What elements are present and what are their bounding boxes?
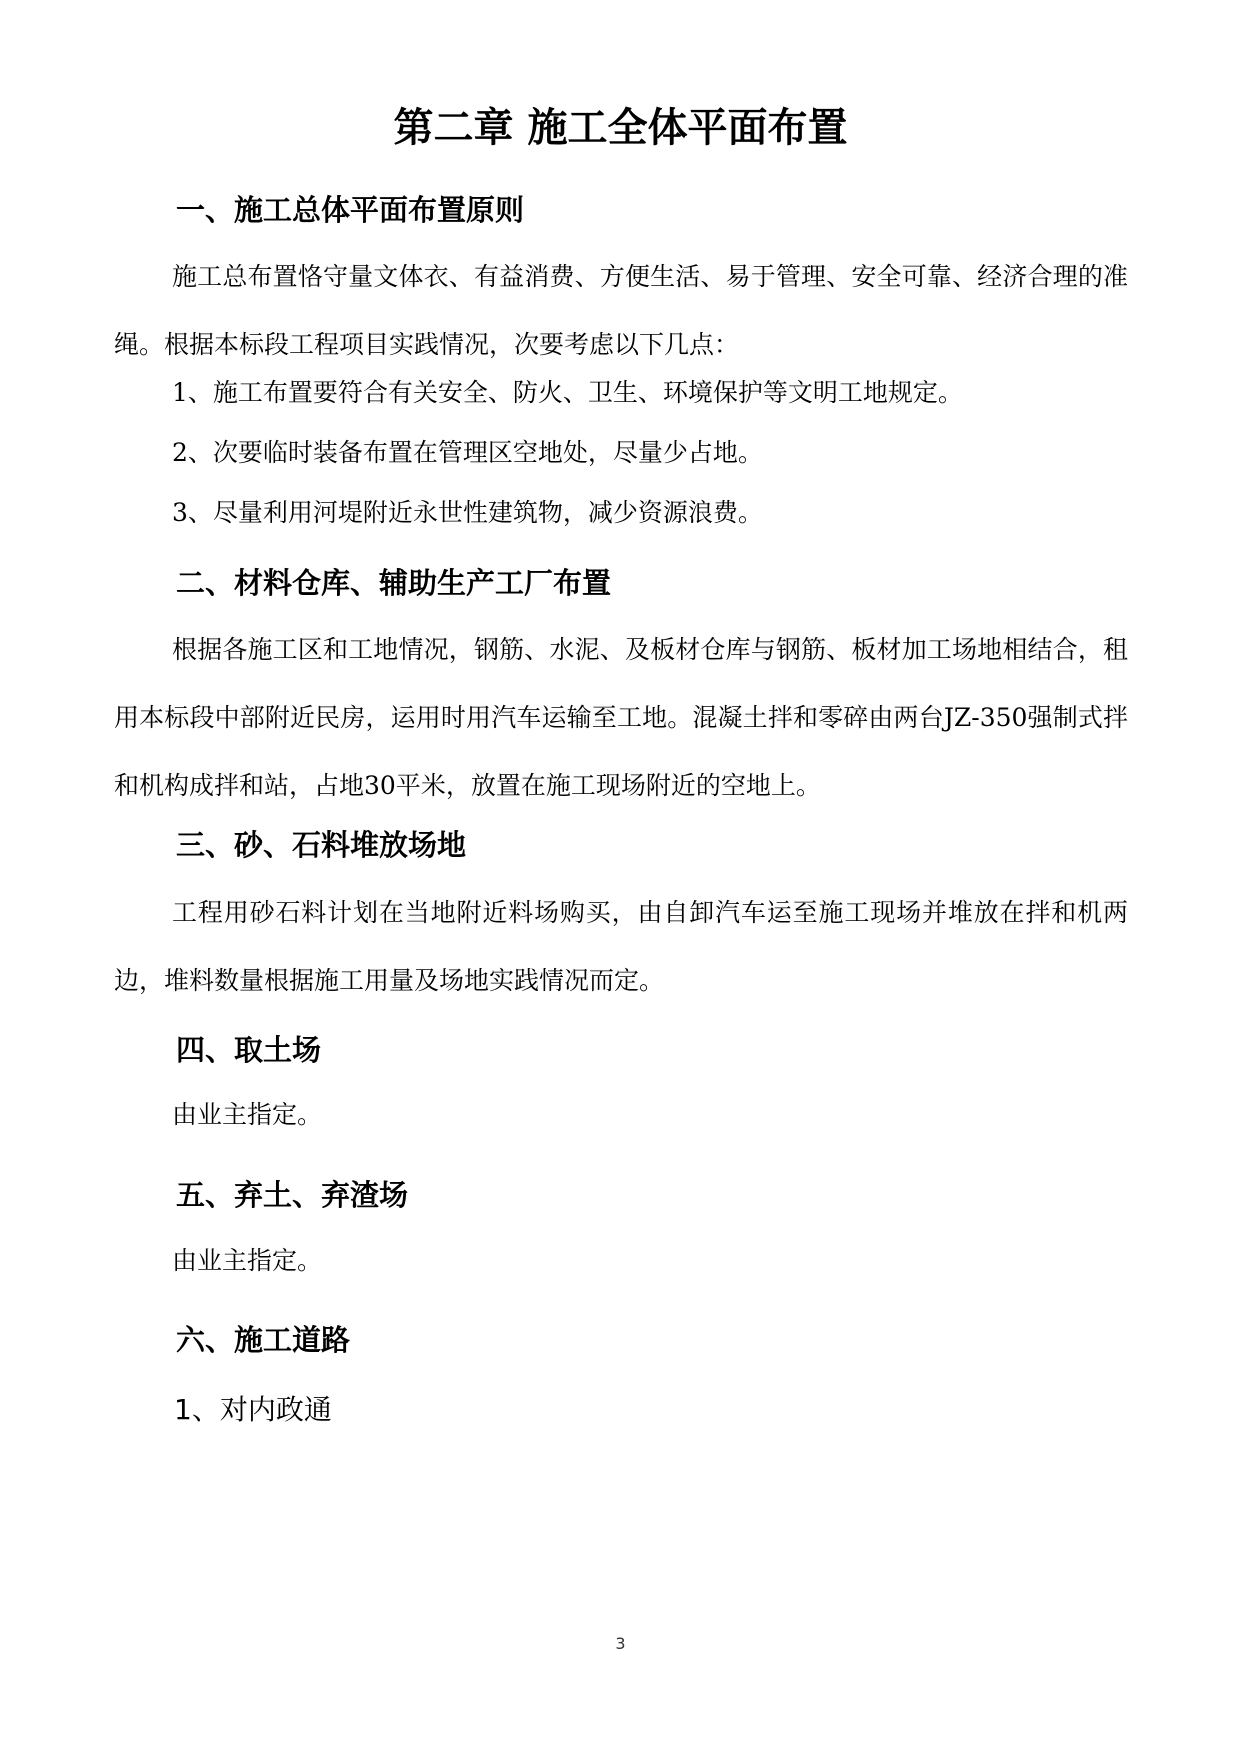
chapter-title: 第二章 施工全体平面布置 [393, 105, 848, 151]
section-paragraph-warehouse: 根据各施工区和工地情况，钢筋、水泥、及板材仓库与钢筋、板材加工场地相结合，租用本标段中部附近民房，运用时用汽车运输至工地。混凝土拌和零碎由两台JZ-350强制式拌和机构成拌和站，占地30平米，放置在施工现场附近的空地上。 [114, 635, 1128, 800]
section-paragraph-layout-principles: 施工总布置恪守量文体衣、有益消费、方便生活、易于管理、安全可靠、经济合理的准绳。根据本标段工程项目实践情况，次要考虑以下几点： [114, 262, 1128, 359]
section-heading-roads: 六、施工道路 [176, 1323, 351, 1357]
subsection-internal-traffic: 1、对内政通 [174, 1393, 332, 1426]
section-heading-stockpile: 三、砂、石料堆放场地 [176, 828, 467, 862]
page-number: 3 [615, 1634, 626, 1653]
list-item-1: 1、施工布置要符合有关安全、防火、卫生、环境保护等文明工地规定。 [172, 378, 963, 407]
section-paragraph-stockpile: 工程用砂石料计划在当地附近料场购买，由自卸汽车运至施工现场并堆放在拌和机两边，堆料数量根据施工用量及场地实践情况而定。 [114, 898, 1128, 995]
list-item-2: 2、次要临时装备布置在管理区空地处，尽量少占地。 [172, 438, 763, 467]
section-heading-spoil-site: 五、弃土、弃渣场 [176, 1178, 409, 1212]
section-paragraph-borrow-pit: 由业主指定。 [172, 1100, 323, 1129]
section-paragraph-spoil-site: 由业主指定。 [172, 1246, 323, 1275]
section-heading-layout-principles: 一、施工总体平面布置原则 [176, 193, 525, 227]
list-item-3: 3、尽量利用河堤附近永世性建筑物，减少资源浪费。 [172, 498, 763, 527]
section-heading-borrow-pit: 四、取土场 [176, 1033, 322, 1067]
section-heading-warehouse: 二、材料仓库、辅助生产工厂布置 [176, 566, 612, 600]
